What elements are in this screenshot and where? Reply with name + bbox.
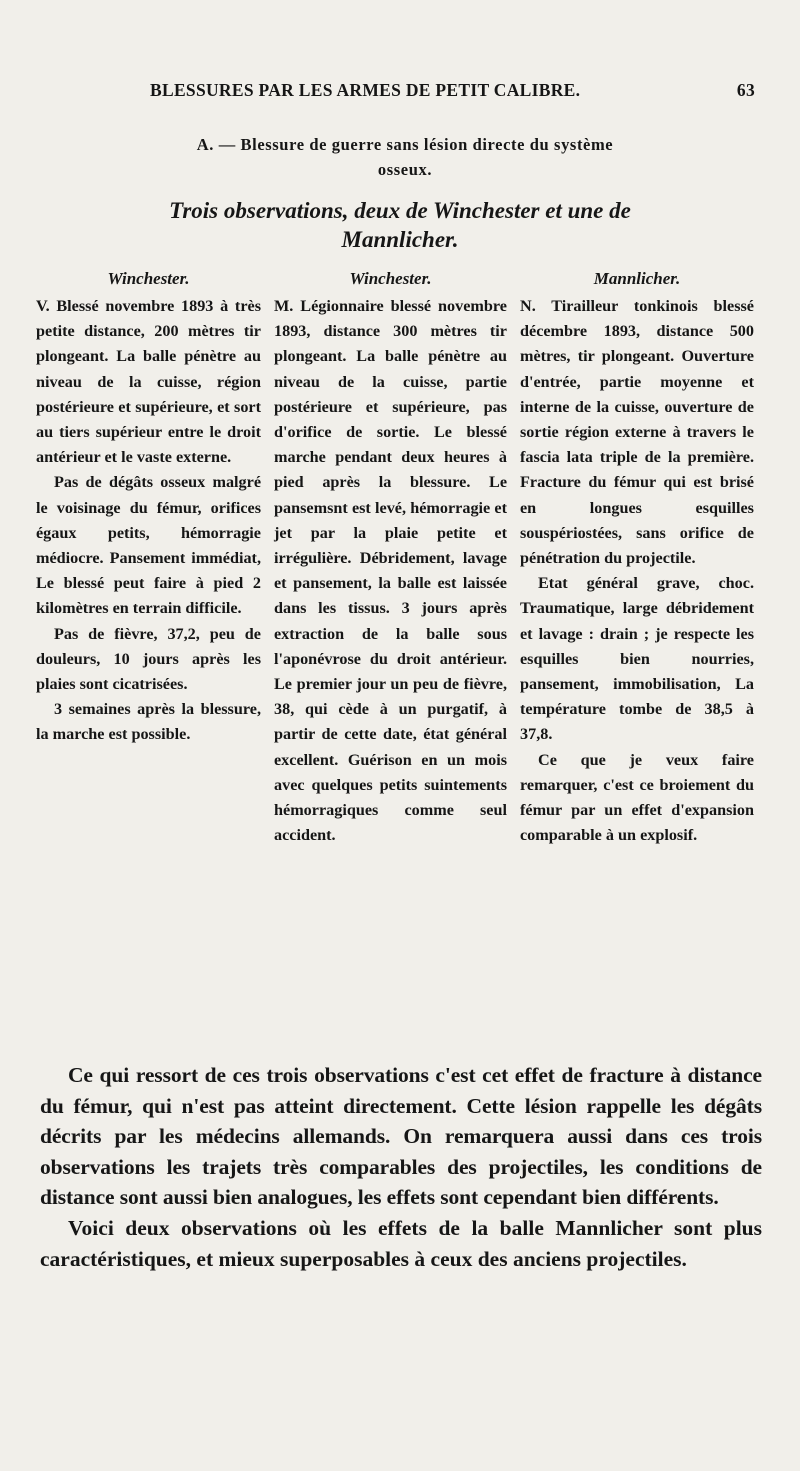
column-paragraph: M. Légionnaire blessé novembre 1893, distance 300 mètres tir plongeant. La balle pénètre au niveau de la cuisse, partie postérieure et supérieure, pas d'orifice de sortie. Le blessé marche pendant deux heures à pied après la blessure. Le pansemsnt est levé, hémorragie et jet par la plaie petite et irrégulière. Débridement, lavage et pansement, la balle est laissée dans les tissus. 3 jours après extraction de la balle sous l'aponévrose du droit antérieur. Le premier jour un peu de fièvre, 38, qui cède à un purgatif, à partir de cette date, état général excellent. Guérison en un mois avec quelques petits suintements hémorragiques comme seul accident. bbox=[274, 297, 507, 845]
column-heading: Winchester. bbox=[107, 269, 190, 288]
running-head-title: BLESSURES PAR LES ARMES DE PETIT CALIBRE. bbox=[150, 80, 581, 100]
column-mannlicher-n bbox=[520, 266, 754, 848]
running-head bbox=[150, 80, 755, 101]
column-paragraph: N. Tirailleur tonkinois blessé décembre 1893, distance 500 mètres, tir plongeant. Ouverture d'entrée, partie moyenne et interne de la cuisse, ouverture de sortie région externe à travers le fascia lata triple de la première. Fracture du fémur qui est brisé en longues esquilles souspériostées, sans orifice de pénétration du projectile. bbox=[520, 297, 754, 568]
body-paragraph: Ce qui ressort de ces trois observations c'est cet effet de fracture à distance du fémur, qui n'est pas atteint directement. Cette lésion rappelle les dégâts décrits par les médecins allemands. On remarquera aussi dans ces trois observations les trajets très comparables des projectiles, les conditions de distance sont aussi bien analogues, les effets sont cependant bien différents. bbox=[40, 1063, 762, 1210]
body-paragraph: Voici deux observations où les effets de la balle Mannlicher sont plus caractéristiques, et mieux superposables à ceux des anciens projectiles. bbox=[40, 1215, 762, 1271]
column-paragraph: Ce que je veux faire remarquer, c'est ce broiement du fémur par un effet d'expansion comparable à un explosif. bbox=[520, 750, 754, 845]
column-paragraph: V. Blessé novembre 1893 à très petite distance, 200 mètres tir plongeant. La balle pénètre au niveau de la cuisse, région postérieure et supérieure, et sort au tiers supérieur entre le droit antérieur et le vaste externe. bbox=[36, 297, 261, 467]
observations-subtitle bbox=[40, 196, 760, 254]
section-heading-line-1: A. — Blessure de guerre sans lésion directe du système bbox=[196, 135, 614, 154]
column-paragraph: Etat général grave, choc. Traumatique, large débridement et lavage : drain ; je respecte les esquilles bien nourries, pansement, immobilisation, La température tombe de 38,5 à 37,8. bbox=[520, 574, 754, 744]
column-paragraph: Pas de dégâts osseux malgré le voisinage du fémur, orifices égaux petits, hémorragie médiocre. Pansement immédiat, Le blessé peut faire à pied 2 kilomètres en terrain difficile. bbox=[36, 473, 261, 618]
body-text bbox=[40, 1060, 762, 1274]
column-winchester-v bbox=[36, 266, 261, 748]
column-paragraph: 3 semaines après la blessure, la marche est possible. bbox=[36, 700, 261, 744]
column-heading: Winchester. bbox=[349, 269, 432, 288]
section-heading-line-2: osseux. bbox=[377, 160, 433, 179]
section-heading bbox=[40, 132, 770, 182]
subtitle-line-1: Trois observations, deux de Winchester et une de bbox=[169, 198, 631, 223]
column-paragraph: Pas de fièvre, 37,2, peu de douleurs, 10 jours après les plaies sont cicatrisées. bbox=[36, 624, 261, 694]
column-winchester-m bbox=[274, 266, 507, 848]
observation-columns bbox=[36, 266, 766, 1046]
subtitle-line-2: Mannlicher. bbox=[341, 227, 459, 252]
column-heading: Mannlicher. bbox=[593, 269, 681, 288]
page-number: 63 bbox=[736, 80, 755, 100]
